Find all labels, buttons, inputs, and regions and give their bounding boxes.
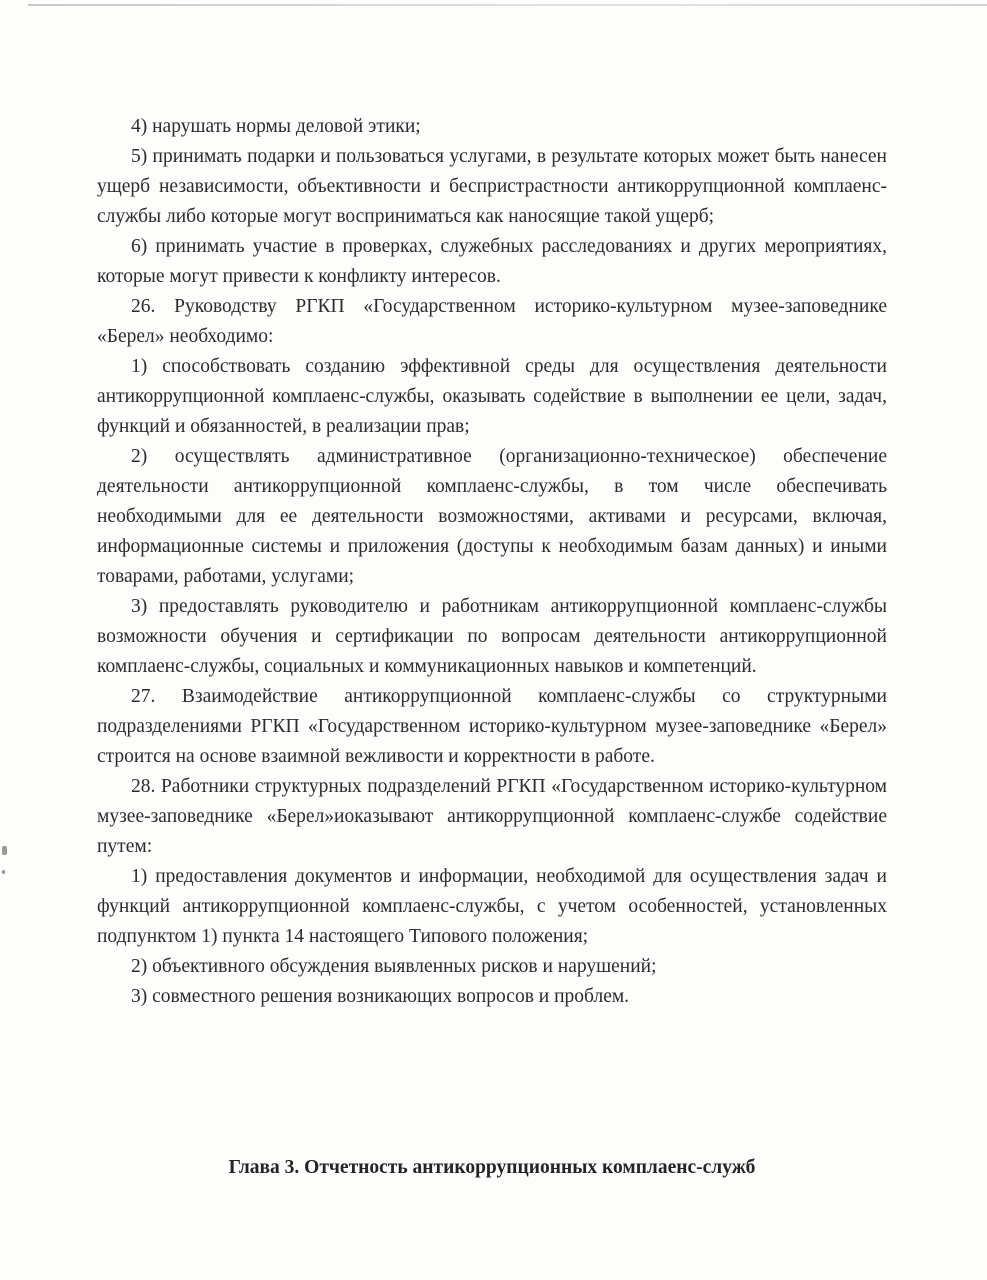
chapter-heading: Глава 3. Отчетность антикоррупционных комплаенс-служб [228,1157,756,1178]
list-item-6-conflict-of-interest: 6) принимать участие в проверках, служебных расследованиях и других мероприятиях, которые могут привести к конфликту интересов. [97,236,887,287]
list-item-5-gifts-and-services: 5) принимать подарки и пользоваться услугами, в результате которых может быть нанесен ущерб независимости, объективности и беспристрастности антикоррупционной комплаенс-службы либо которые могут восприниматься как наносящие такой ущерб; [97,146,887,227]
scan-top-edge-line [28,4,987,6]
scan-edge-mark [2,846,7,855]
clause-26-item-1: 1) способствовать созданию эффективной среды для осуществления деятельности антикоррупционной комплаенс-службы, оказывать содействие в выполнении ее цели, задач, функций и обязанностей, в реализации прав; [97,356,887,437]
clause-28-assistance: 28. Работники структурных подразделений РГКП «Государственном историко-культурном музее-заповеднике «Берел»иоказывают антикоррупционной комплаенс-службе содействие путем: [97,776,887,857]
document-body [97,112,887,1012]
clause-26-management-duties: 26. Руководству РГКП «Государственном историко-культурном музее-заповеднике «Берел» необходимо: [97,296,887,347]
clause-26-item-2: 2) осуществлять административное (организационно-техническое) обеспечение деятельности антикоррупционной комплаенс-службы, в том числе обеспечивать необходимыми для ее деятельности возможностями, активами и ресурсами, включая, информационные системы и приложения (доступы к необходимым базам данных) и иными товарами, работами, услугами; [97,446,887,587]
clause-28-item-2: 2) объективного обсуждения выявленных рисков и нарушений; [131,956,657,977]
clause-28-item-3: 3) совместного решения возникающих вопросов и проблем. [131,986,630,1007]
clause-26-item-3: 3) предоставлять руководителю и работникам антикоррупционной комплаенс-службы возможности обучения и сертификации по вопросам деятельности антикоррупционной комплаенс-службы, социальных и коммуникационных навыков и компетенций. [97,596,887,677]
clause-27-interaction: 27. Взаимодействие антикоррупционной комплаенс-службы со структурными подразделениями РГКП «Государственном историко-культурном музее-заповеднике «Берел» строится на основе взаимной вежливости и корректности в работе. [97,686,887,767]
list-item-4-business-ethics: 4) нарушать нормы деловой этики; [131,116,421,137]
scan-edge-mark [2,870,5,874]
clause-28-item-1: 1) предоставления документов и информации, необходимой для осуществления задач и функций антикоррупционной комплаенс-службы, с учетом особенностей, установленных подпунктом 1) пункта 14 настоящего Типового положения; [97,866,887,947]
